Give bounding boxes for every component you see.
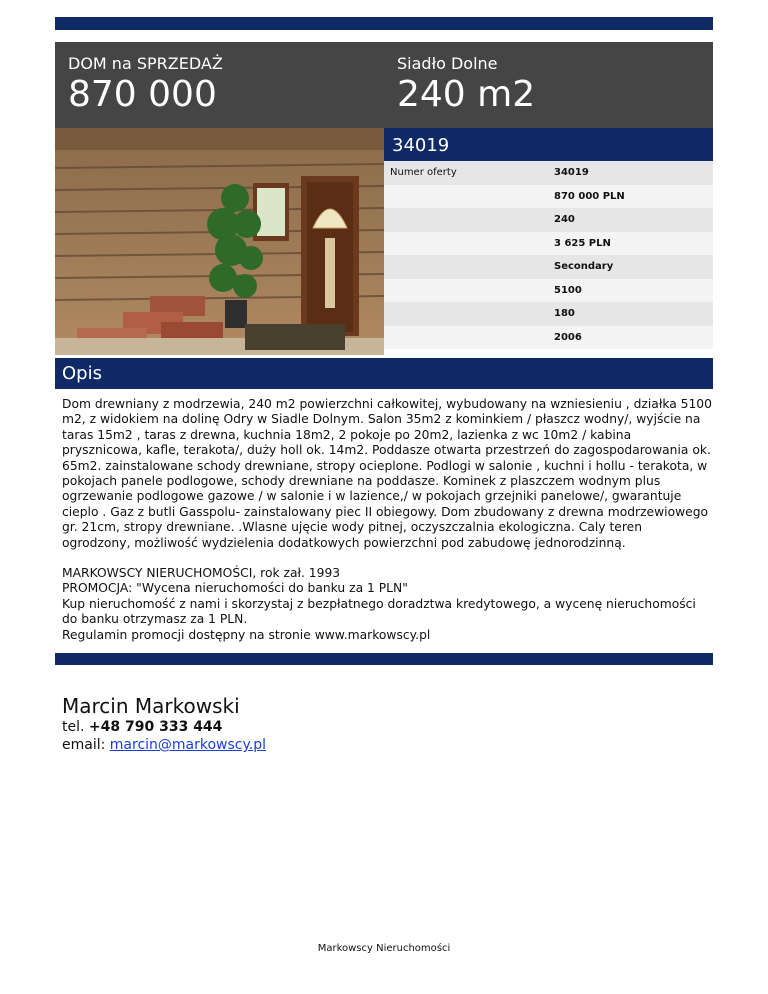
detail-value: Secondary xyxy=(554,261,614,273)
detail-value: 3 625 PLN xyxy=(554,237,611,249)
promo-line: Kup nieruchomość z nami i skorzystaj z bezpłatnego doradztwa kredytowego, a wycenę nieruchomości do banku otrzymasz za 1 PLN. xyxy=(62,596,696,627)
detail-row xyxy=(384,232,713,256)
agent-contact xyxy=(62,694,266,754)
detail-value: 2006 xyxy=(554,331,582,343)
detail-value: 34019 xyxy=(554,167,589,179)
description-body: Dom drewniany z modrzewia, 240 m2 powierzchni całkowitej, wybudowany na wzniesieniu , działka 5100 m2, z widokiem na dolinę Odry w Siadle Dolnym. Salon 35m2 z kominkiem / płaszcz wodny/, wyjście na taras 15m2 , taras z drewna, kuchnia 18m2, 2 pokoje po 20m2, lazienka z wc 10m2 / kabina prysznicowa, kafle, terakota/, duży holl ok. 14m2. Poddasze otwarta przestrzeń do zagospodarowania ok. 65m2. zainstalowane schody drewniane, stropy ocieplone. Podlogi w salonie , kuchni i hollu - terakota, w pokojach panele podlogowe, schody drewniane na poddasze. Kominek z plaszczem wodnym plus ogrzewanie podlogowe gazowe / w salonie i w lazience,/ w pokojach grzejniki panelowe/, gwarantuje cieplo . Gaz z butli Gasspolu- zainstalowany piec II obiegowy. Dom zbudowany z drewna modrzewiowego gr. 21cm, stropy drewniane. .Wlasne ujęcie wody pitnej, oczyszczalnia ekologiczna. Caly teren ogrodzony, możliwość wydzielenia dodatkowych powierzchni pod zabudowę jednorodzinną. xyxy=(62,397,712,550)
detail-row xyxy=(384,326,713,350)
agent-name: Marcin Markowski xyxy=(62,694,240,718)
phone-number: +48 790 333 444 xyxy=(88,719,223,735)
email-label: email: xyxy=(62,737,110,753)
detail-value: 180 xyxy=(554,308,575,320)
detail-value: 240 xyxy=(554,214,575,226)
promo-line: MARKOWSCY NIERUCHOMOŚCI, rok zał. 1993 xyxy=(62,566,341,581)
email-link[interactable]: marcin@markowscy.pl xyxy=(109,737,267,753)
detail-value: 870 000 PLN xyxy=(554,190,625,202)
promo-line: PROMOCJA: "Wycena nieruchomości do banku za 1 PLN" xyxy=(62,581,408,596)
email-line xyxy=(62,736,266,754)
description-heading: Opis xyxy=(55,358,713,389)
price-value: 870 000 xyxy=(68,74,217,115)
detail-row xyxy=(384,185,713,209)
detail-row xyxy=(384,279,713,303)
location-label: Siadło Dolne xyxy=(397,54,498,73)
detail-row xyxy=(384,208,713,232)
property-photo xyxy=(55,128,384,355)
promo-line: Regulamin promocji dostępny na stronie www.markowscy.pl xyxy=(62,627,431,642)
bottom-accent-bar xyxy=(55,653,713,665)
description-section xyxy=(62,397,712,643)
property-type-label: DOM na SPRZEDAŻ xyxy=(68,54,223,73)
detail-value: 5100 xyxy=(554,284,582,296)
offer-details-table xyxy=(384,161,713,349)
phone-label: tel. xyxy=(62,719,89,735)
detail-label: Numer oferty xyxy=(390,167,457,179)
promo-block xyxy=(62,566,712,643)
listing-header xyxy=(55,42,713,128)
detail-row xyxy=(384,302,713,326)
detail-row xyxy=(384,161,713,185)
phone-line xyxy=(62,718,266,736)
offer-id-title: 34019 xyxy=(384,128,713,161)
top-accent-bar xyxy=(55,17,713,30)
footer-text: Markowscy Nieruchomości xyxy=(317,943,451,954)
detail-row xyxy=(384,255,713,279)
area-value: 240 m2 xyxy=(397,74,536,115)
